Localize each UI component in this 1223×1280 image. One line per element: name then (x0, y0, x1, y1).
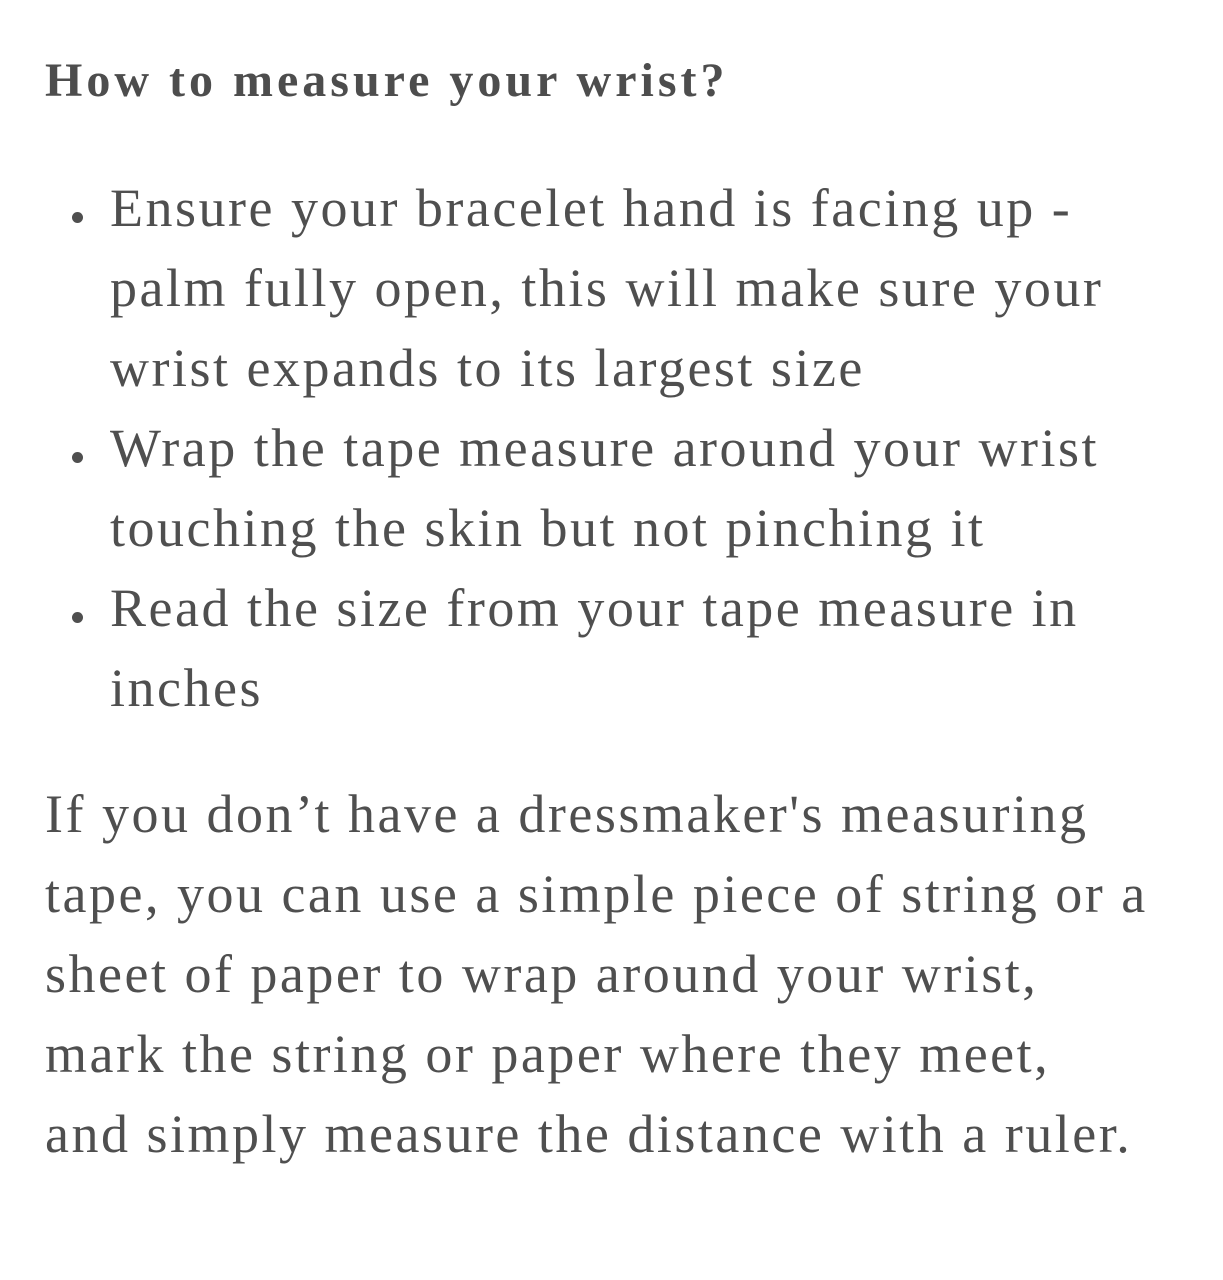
paragraph-line: sheet of paper to wrap around your wrist, (45, 944, 1039, 1004)
bullet-icon (72, 452, 83, 463)
paragraph-line: and simply measure the distance with a ruler. (45, 1104, 1133, 1164)
list-item (110, 568, 1183, 728)
paragraph-line: If you don’t have a dressmaker's measuring (45, 784, 1089, 844)
list-item (110, 168, 1183, 408)
bullet-icon (72, 612, 83, 623)
instruction-list (45, 168, 1183, 728)
list-item-line: palm fully open, this will make sure your (110, 258, 1104, 318)
paragraph-line: mark the string or paper where they meet, (45, 1024, 1051, 1084)
list-item-line: inches (110, 658, 263, 718)
bullet-icon (72, 212, 83, 223)
list-item (110, 408, 1183, 568)
page-title: How to measure your wrist? (45, 54, 729, 107)
list-item-line: Wrap the tape measure around your wrist (110, 418, 1100, 478)
list-item-line: wrist expands to its largest size (110, 338, 865, 398)
paragraph-line: tape, you can use a simple piece of string or a (45, 864, 1148, 924)
list-item-line: touching the skin but not pinching it (110, 498, 986, 558)
closing-paragraph (45, 774, 1183, 1174)
list-item-line: Read the size from your tape measure in (110, 578, 1079, 638)
list-item-line: Ensure your bracelet hand is facing up - (110, 178, 1073, 238)
